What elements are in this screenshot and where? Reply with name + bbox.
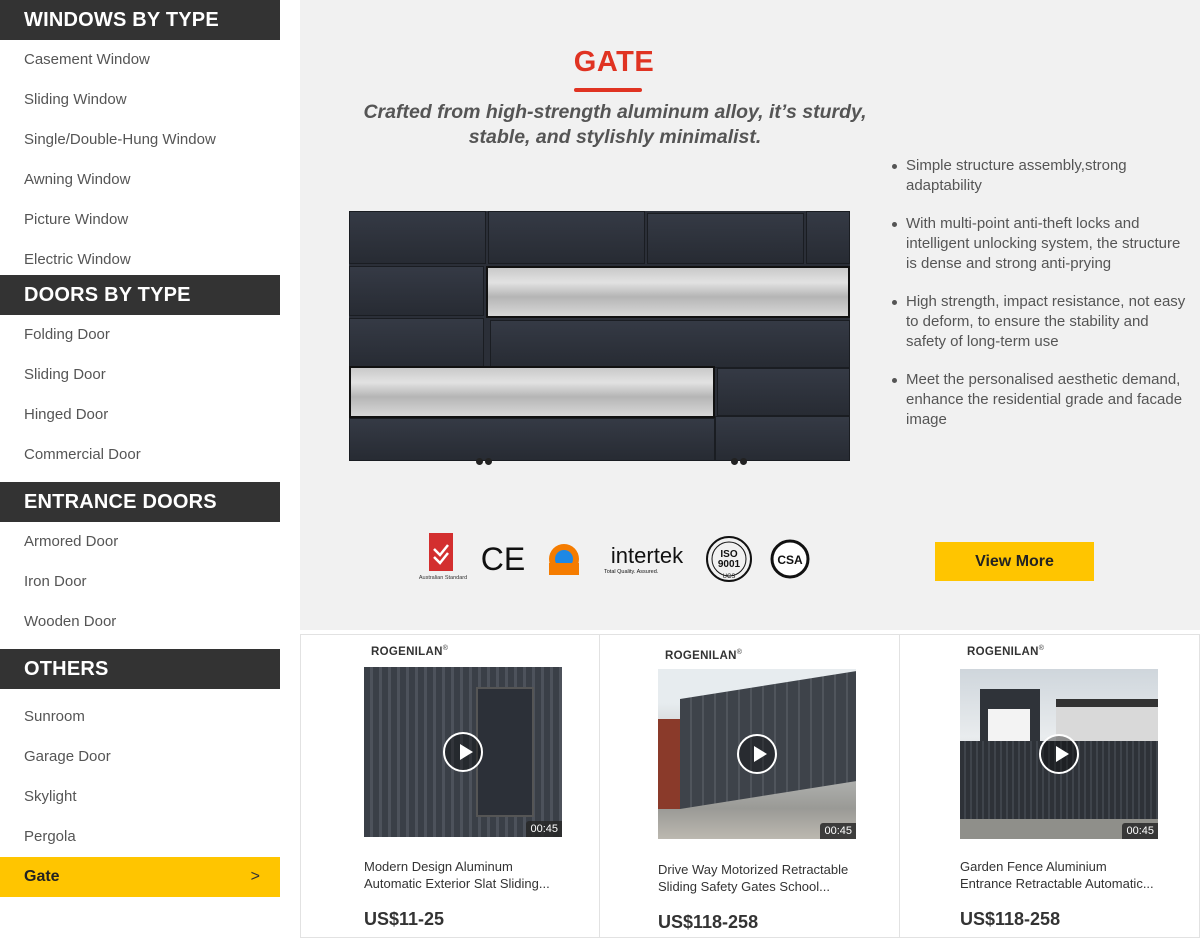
play-icon[interactable] (1039, 734, 1079, 774)
video-thumbnail[interactable] (658, 669, 856, 839)
sidebar-item-picture-window[interactable]: Picture Window (24, 211, 129, 228)
sidebar-item-iron-door[interactable]: Iron Door (24, 573, 87, 590)
ce-mark-logo (480, 530, 526, 588)
sidebar-item-sunroom[interactable]: Sunroom (24, 708, 85, 725)
gate-wheel-icon (476, 458, 483, 465)
csa-text: CSA (777, 553, 803, 567)
product-card[interactable] (900, 634, 1200, 938)
sidebar-item-commercial-door[interactable]: Commercial Door (24, 446, 141, 463)
product-title-line-2: Entrance Retractable Automatic... (960, 876, 1154, 891)
video-thumbnail[interactable] (960, 669, 1158, 839)
section-header-windows: WINDOWS BY TYPE (0, 0, 280, 40)
iso-9001-logo (705, 530, 753, 588)
view-more-button[interactable]: View More (935, 542, 1094, 581)
sidebar-item-awning-window[interactable]: Awning Window (24, 171, 131, 188)
product-title[interactable] (658, 861, 858, 895)
sidebar-item-gate[interactable] (0, 857, 280, 897)
play-icon[interactable] (737, 734, 777, 774)
sidebar-item-sliding-window[interactable]: Sliding Window (24, 91, 127, 108)
product-title-line-2: Automatic Exterior Slat Sliding... (364, 876, 550, 891)
product-title-line-1: Drive Way Motorized Retractable (658, 862, 849, 877)
product-title[interactable] (364, 858, 564, 892)
product-card[interactable] (600, 634, 900, 938)
feature-item: High strength, impact resistance, not easy to deform, to ensure the stability and safety of long-term use (888, 292, 1188, 352)
page-title: GATE (573, 46, 655, 78)
section-header-others: OTHERS (0, 649, 280, 689)
sidebar-item-folding-door[interactable]: Folding Door (24, 326, 110, 343)
feature-item: With multi-point anti-theft locks and intelligent unlocking system, the structure is dense and strong anti-prying (888, 214, 1188, 274)
iso-text: ISO (720, 549, 738, 560)
feature-item: Meet the personalised aesthetic demand, enhance the residential grade and facade image (888, 370, 1188, 430)
feature-item: Simple structure assembly,strong adaptability (888, 156, 1188, 196)
product-title[interactable] (960, 858, 1160, 892)
sidebar-item-hung-window[interactable]: Single/Double-Hung Window (24, 131, 216, 148)
video-duration: 00:45 (526, 821, 562, 837)
iso-number-text: 9001 (717, 559, 741, 570)
energy-rating-logo (547, 530, 581, 588)
section-header-entrance-doors: ENTRANCE DOORS (0, 482, 280, 522)
product-video-list (300, 634, 1200, 938)
csa-logo (770, 530, 810, 588)
iso-body-text: UCS (722, 574, 736, 580)
gate-wheel-icon (731, 458, 738, 465)
product-card[interactable] (300, 634, 600, 938)
sidebar-item-pergola[interactable]: Pergola (24, 828, 76, 845)
chevron-right-icon: > (250, 868, 260, 885)
sidebar-item-casement-window[interactable]: Casement Window (24, 51, 150, 68)
sidebar-item-hinged-door[interactable]: Hinged Door (24, 406, 109, 423)
sidebar-item-sliding-door[interactable]: Sliding Door (24, 366, 106, 383)
product-title-line-1: Garden Fence Aluminium (960, 859, 1107, 874)
main-content (300, 0, 1200, 938)
intertek-tagline: Total Quality. Assured. (604, 569, 659, 575)
certification-logos (420, 530, 820, 590)
australian-standard-text: Australian Standard (418, 575, 468, 581)
hero-subtitle (360, 100, 870, 150)
category-sidebar (0, 0, 280, 938)
brand-label: ROGENILAN® (967, 645, 1045, 658)
play-icon[interactable] (443, 732, 483, 772)
product-price: US$11-25 (364, 909, 445, 929)
section-header-doors: DOORS BY TYPE (0, 275, 280, 315)
gate-wheel-icon (740, 458, 747, 465)
video-duration: 00:45 (1122, 823, 1158, 839)
brand-label: ROGENILAN® (371, 645, 449, 658)
sidebar-item-garage-door[interactable]: Garage Door (24, 748, 111, 765)
intertek-text: intertek (610, 543, 684, 568)
intertek-logo (602, 530, 692, 588)
brand-label: ROGENILAN® (665, 649, 743, 662)
title-underline (574, 88, 642, 92)
gate-product-image (349, 211, 850, 461)
video-thumbnail[interactable] (364, 667, 562, 837)
product-price: US$118-258 (658, 912, 759, 932)
sidebar-item-electric-window[interactable]: Electric Window (24, 251, 131, 268)
sidebar-item-label: Gate (24, 868, 60, 885)
product-title-line-2: Sliding Safety Gates School... (658, 879, 830, 894)
product-price: US$118-258 (960, 909, 1061, 929)
hero-subtitle-line-2: stable, and stylishly minimalist. (468, 126, 762, 148)
gate-wheel-icon (485, 458, 492, 465)
hero-subtitle-line-1: Crafted from high-strength aluminum alloy, it’s sturdy, (363, 101, 867, 123)
hero-banner (300, 0, 1200, 630)
ce-mark-text: CE (480, 541, 526, 577)
feature-list (888, 156, 1188, 448)
sidebar-item-armored-door[interactable]: Armored Door (24, 533, 119, 550)
sidebar-item-wooden-door[interactable]: Wooden Door (24, 613, 117, 630)
product-title-line-1: Modern Design Aluminum (364, 859, 513, 874)
australian-standard-logo (418, 530, 468, 588)
video-duration: 00:45 (820, 823, 856, 839)
sidebar-item-skylight[interactable]: Skylight (24, 788, 77, 805)
